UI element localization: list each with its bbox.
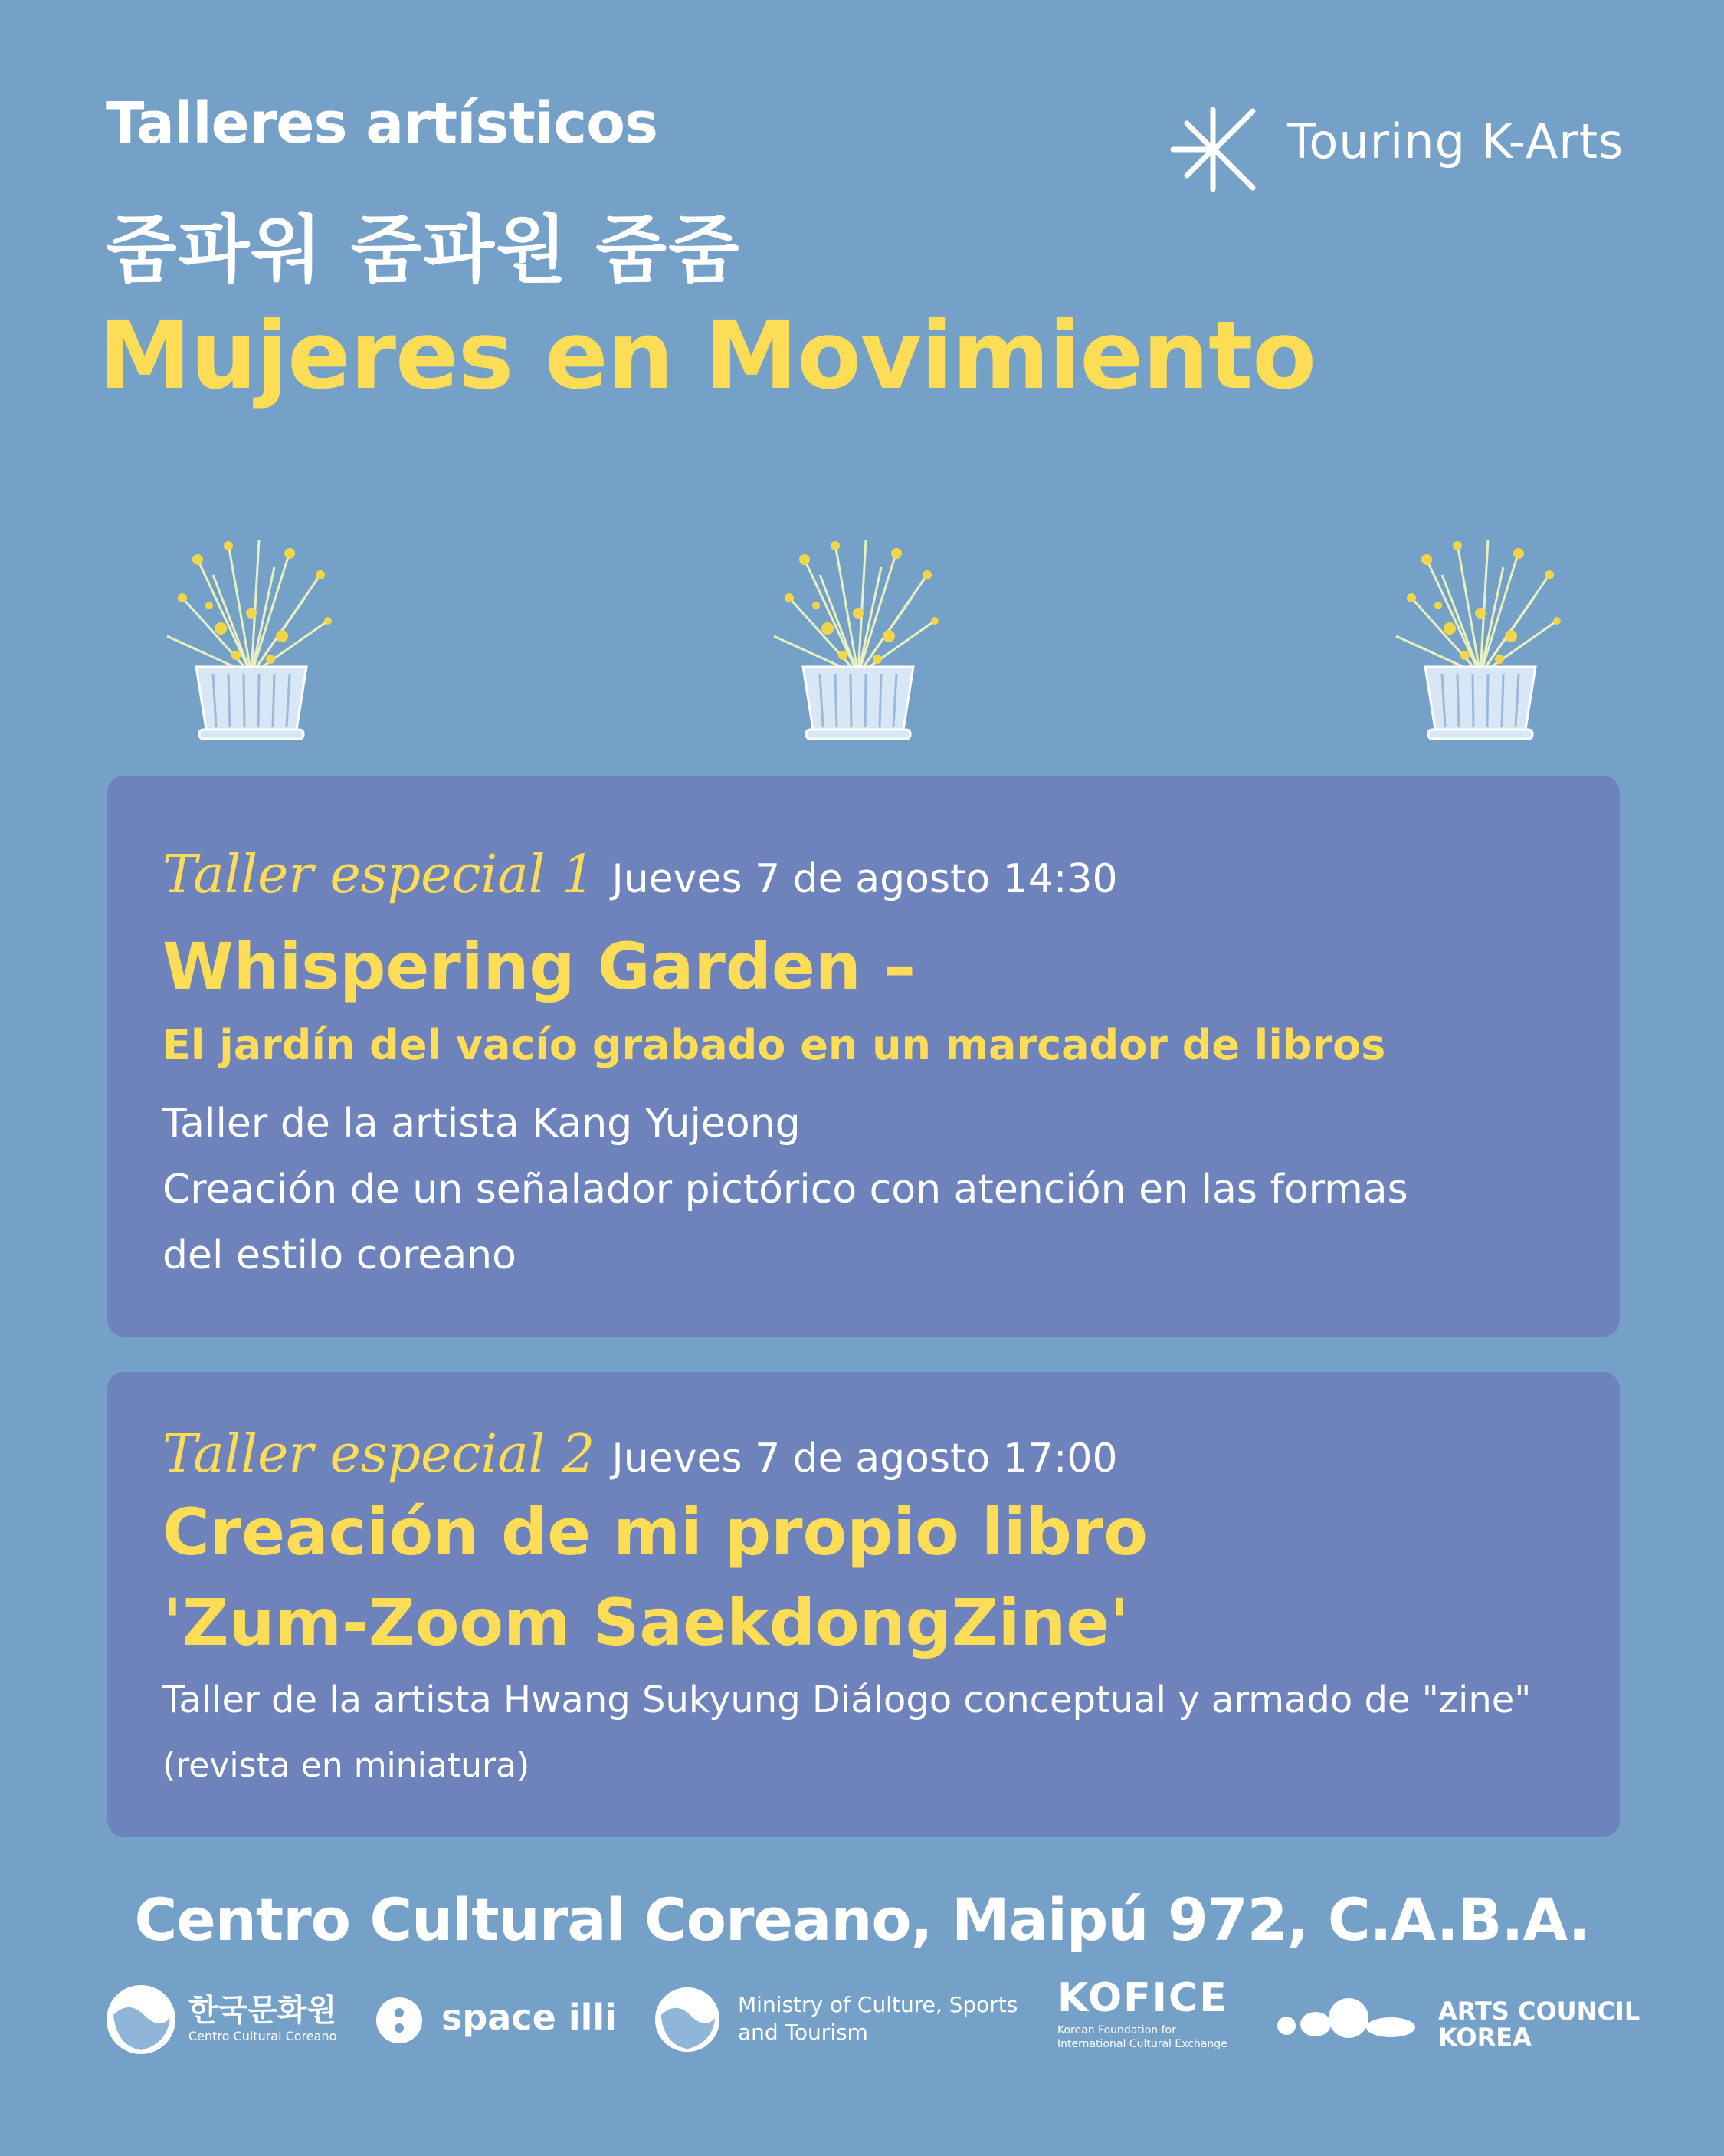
kcc-korean-name: 한국문화원 — [188, 1993, 337, 2028]
flower-pot-center — [743, 529, 973, 774]
workshop-card-2 — [107, 1372, 1620, 1837]
kcc-logo — [106, 1981, 343, 2058]
venue-address: Centro Cultural Coreano, Maipú 972, C.A.B.A. — [134, 1885, 1590, 1954]
taegeuk-icon — [106, 1984, 176, 2055]
kofice-logo — [1057, 1975, 1241, 2058]
flower-pot-right — [1365, 529, 1595, 774]
workshop-1-subtitle: El jardín del vacío grabado en un marcador de libros — [162, 1021, 1386, 1069]
workshop-1-artist: Taller de la artista Kang Yujeong — [162, 1101, 801, 1147]
kofice-line1: Korean Foundation for — [1057, 2024, 1176, 2036]
brand-name: Touring K-Arts — [1287, 113, 1624, 169]
workshop-1-tag: Taller especial 1 — [162, 845, 595, 905]
workshop-2-header — [162, 1424, 1118, 1485]
touring-k-arts-logo-icon — [1168, 103, 1268, 195]
event-kicker: Talleres artísticos — [106, 90, 657, 156]
workshop-2-description: Taller de la artista Hwang Sukyung Diálogo conceptual y armado de "zine" — [162, 1679, 1532, 1721]
workshop-1-title: Whispering Garden – — [162, 929, 916, 1004]
ministry-logo — [654, 1981, 1021, 2058]
kofice-name: KOFICE — [1057, 1975, 1228, 2021]
workshop-2-tag: Taller especial 2 — [162, 1424, 595, 1485]
arko-line2: KOREA — [1438, 2023, 1532, 2052]
workshop-2-subtitle: 'Zum-Zoom SaekdongZine' — [162, 1585, 1129, 1660]
space-illi-logo — [375, 1981, 617, 2058]
touring-k-arts-brand — [1168, 103, 1636, 195]
ministry-name-line1: Ministry of Culture, Sports — [738, 1992, 1018, 2017]
taegeuk-icon — [654, 1986, 721, 2053]
arko-icon — [1276, 1995, 1421, 2049]
workshop-1-description: Creación de un señalador pictórico con atención en las formas — [162, 1167, 1408, 1213]
kcc-name: Centro Cultural Coreano — [188, 2029, 337, 2043]
workshop-1-header — [162, 845, 1118, 905]
workshop-2-title: Creación de mi propio libro — [162, 1495, 1148, 1570]
workshop-2-date: Jueves 7 de agosto 17:00 — [611, 1436, 1118, 1482]
ministry-name-line2: and Tourism — [738, 2020, 868, 2045]
arko-line1: ARTS COUNCIL — [1438, 1997, 1640, 2026]
korean-title: 줌파워 줌파원 줌줌 — [106, 207, 741, 293]
space-illi-name: space illi — [441, 1997, 617, 2038]
main-title: Mujeres en Movimiento — [98, 301, 1316, 410]
space-illi-icon — [375, 1997, 423, 2044]
kofice-line2: International Cultural Exchange — [1057, 2038, 1227, 2050]
arts-council-korea-logo — [1276, 1981, 1640, 2058]
workshop-1-date: Jueves 7 de agosto 14:30 — [611, 856, 1118, 902]
workshop-card-1 — [107, 776, 1620, 1337]
flower-pot-left — [136, 529, 366, 774]
workshop-2-description-cont: (revista en miniatura) — [162, 1746, 530, 1785]
workshop-1-description-cont: del estilo coreano — [162, 1232, 516, 1278]
